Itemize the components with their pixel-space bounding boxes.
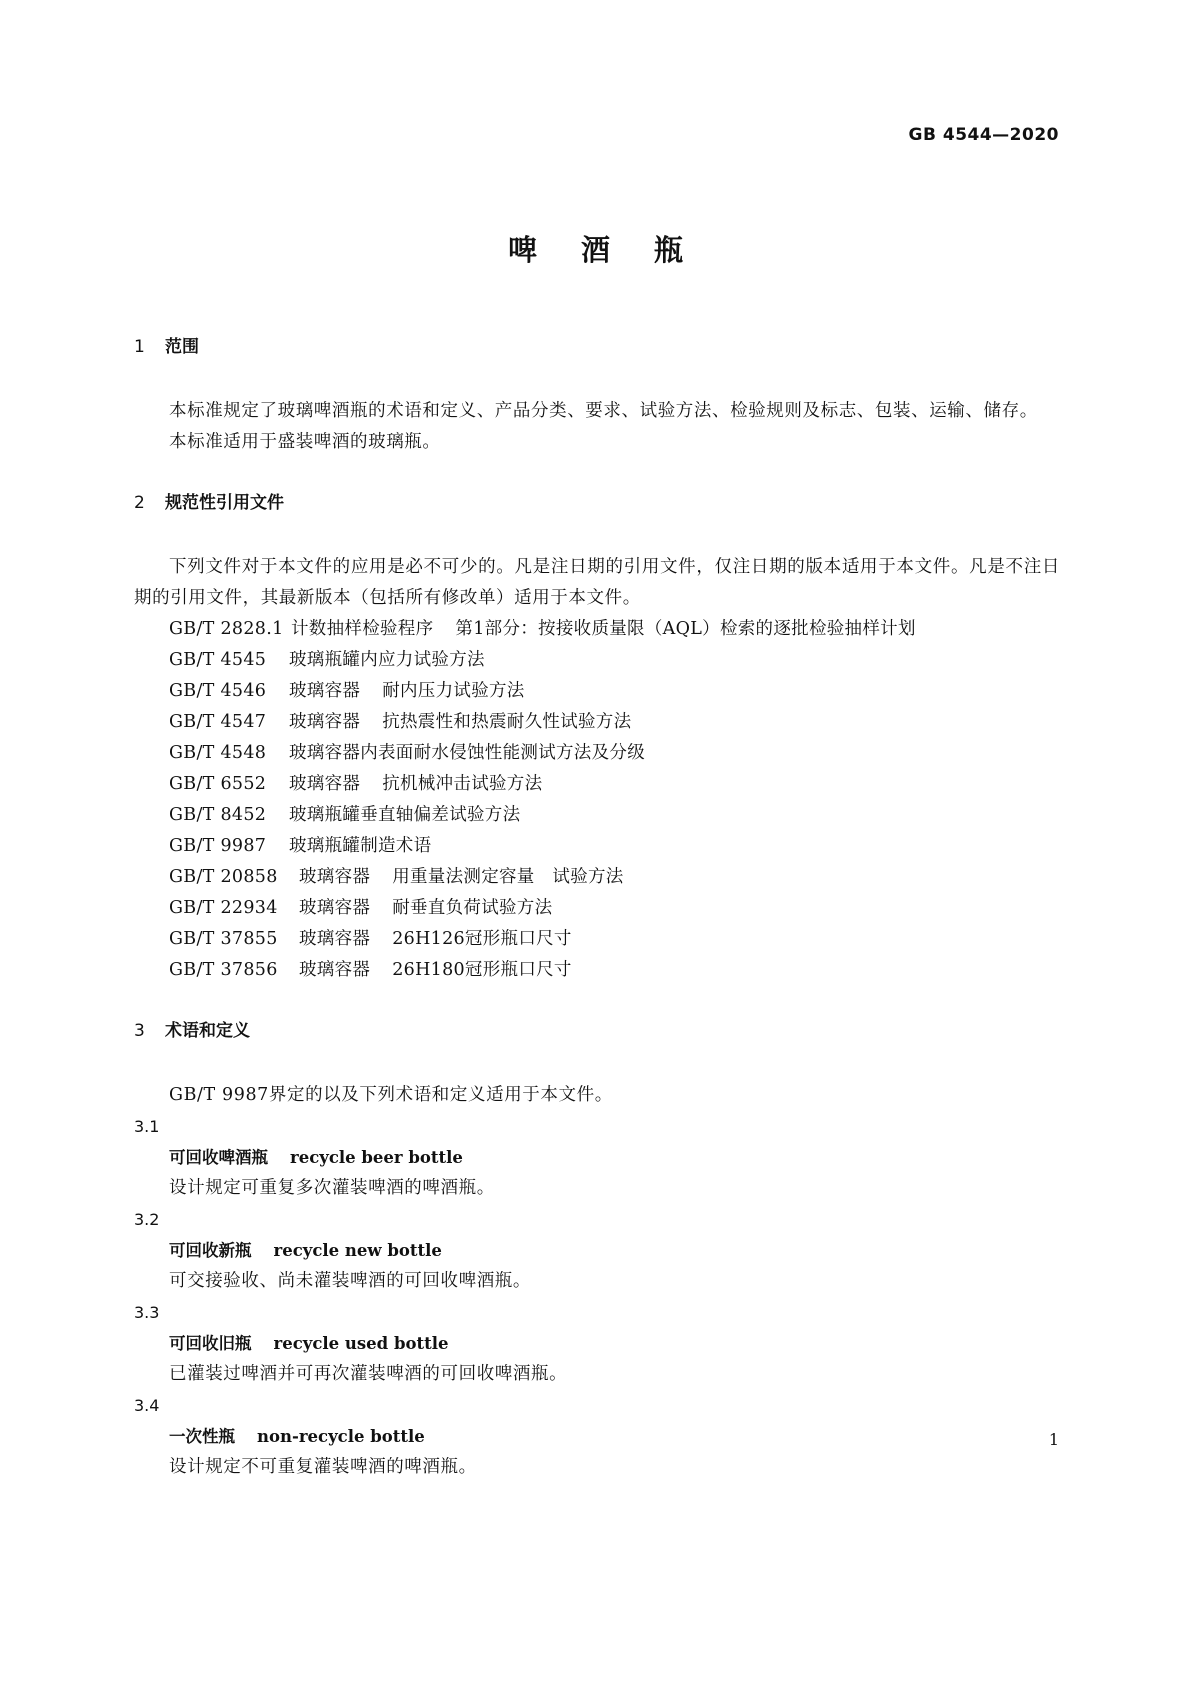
reference-subtitle: 耐垂直负荷试验方法 [392, 898, 553, 918]
reference-title: 玻璃容器 [289, 712, 361, 732]
term-definition: 可交接验收、尚未灌装啤酒的可回收啤酒瓶。 [169, 1271, 531, 1291]
reference-code: GB/T 4545 [169, 650, 267, 670]
term-entry [134, 1111, 1060, 1204]
term-name-zh: 可回收旧瓶 [169, 1334, 252, 1353]
section-title: 规范性引用文件 [165, 493, 284, 513]
reference-item [134, 893, 1060, 924]
section-number: 3 [134, 1021, 145, 1041]
term-definition: 设计规定可重复多次灌装啤酒的啤酒瓶。 [169, 1178, 495, 1198]
term-number: 3.4 [134, 1396, 160, 1415]
paragraph: 下列文件对于本文件的应用是必不可少的。凡是注日期的引用文件，仅注日期的版本适用于本文件。凡是不注日期的引用文件，其最新版本（包括所有修改单）适用于本文件。 [134, 557, 1060, 608]
term-name [134, 1142, 1060, 1173]
reference-title: 玻璃瓶罐垂直轴偏差试验方法 [289, 805, 521, 825]
term-name-en: non-recycle bottle [257, 1427, 425, 1446]
term-number: 3.3 [134, 1303, 160, 1322]
section-heading-terms-and-definitions [134, 1016, 1060, 1047]
paragraph: 本标准规定了玻璃啤酒瓶的术语和定义、产品分类、要求、试验方法、检验规则及标志、包装、运输、储存。 [169, 401, 1038, 421]
term-number: 3.2 [134, 1210, 160, 1229]
reference-subtitle: 26H180冠形瓶口尺寸 [392, 960, 572, 980]
reference-code: GB/T 22934 [169, 898, 278, 918]
reference-code: GB/T 4546 [169, 681, 267, 701]
term-entry [134, 1297, 1060, 1390]
reference-code: GB/T 8452 [169, 805, 267, 825]
reference-subtitle: 抗机械冲击试验方法 [382, 774, 543, 794]
term-name-en: recycle new bottle [273, 1241, 442, 1260]
reference-item [134, 676, 1060, 707]
term-entry [134, 1204, 1060, 1297]
reference-item [134, 831, 1060, 862]
section-heading-normative-references [134, 488, 1060, 519]
reference-item [134, 614, 1060, 645]
document-body [134, 332, 1060, 1483]
paragraph: GB/T 9987界定的以及下列术语和定义适用于本文件。 [169, 1085, 613, 1105]
title-char: 酒 [580, 233, 610, 267]
reference-code: GB/T 20858 [169, 867, 278, 887]
reference-subtitle: 耐内压力试验方法 [382, 681, 525, 701]
section-heading-scope [134, 332, 1060, 363]
term-name-zh: 可回收新瓶 [169, 1241, 252, 1260]
section-title: 术语和定义 [165, 1021, 250, 1041]
reference-code: GB/T 4547 [169, 712, 267, 732]
reference-code: GB/T 4548 [169, 743, 267, 763]
reference-item [134, 955, 1060, 986]
term-name [134, 1235, 1060, 1266]
reference-subtitle: 抗热震性和热震耐久性试验方法 [382, 712, 632, 732]
title-char: 啤 [507, 233, 537, 267]
reference-title: 计数抽样检验程序 [291, 619, 434, 639]
reference-subtitle: 26H126冠形瓶口尺寸 [392, 929, 572, 949]
reference-subtitle: 第1部分：按接收质量限（AQL）检索的逐批检验抽样计划 [455, 619, 916, 639]
reference-title: 玻璃容器 [289, 681, 361, 701]
reference-item [134, 769, 1060, 800]
reference-title: 玻璃容器 [299, 898, 371, 918]
reference-title: 玻璃容器 [289, 774, 361, 794]
reference-title: 玻璃容器内表面耐水侵蚀性能测试方法及分级 [289, 743, 645, 763]
term-name-zh: 可回收啤酒瓶 [169, 1148, 268, 1167]
term-definition: 设计规定不可重复灌装啤酒的啤酒瓶。 [169, 1457, 477, 1477]
reference-title: 玻璃容器 [299, 867, 371, 887]
standard-code: GB 4544—2020 [908, 125, 1059, 145]
reference-item [134, 862, 1060, 893]
reference-code: GB/T 9987 [169, 836, 267, 856]
section-number: 1 [134, 337, 145, 357]
reference-item [134, 924, 1060, 955]
reference-item [134, 800, 1060, 831]
term-number: 3.1 [134, 1117, 160, 1136]
reference-title: 玻璃瓶罐制造术语 [289, 836, 432, 856]
term-name-en: recycle used bottle [273, 1334, 449, 1353]
term-entry [134, 1390, 1060, 1483]
paragraph: 本标准适用于盛装啤酒的玻璃瓶。 [169, 432, 441, 452]
document-title [0, 228, 1191, 269]
reference-title: 玻璃容器 [299, 960, 371, 980]
reference-code: GB/T 37856 [169, 960, 278, 980]
term-name-en: recycle beer bottle [290, 1148, 463, 1167]
reference-item [134, 738, 1060, 769]
term-name [134, 1421, 1060, 1452]
reference-title: 玻璃容器 [299, 929, 371, 949]
reference-code: GB/T 2828.1 [169, 619, 284, 639]
term-definition: 已灌装过啤酒并可再次灌装啤酒的可回收啤酒瓶。 [169, 1364, 568, 1384]
page-number: 1 [1048, 1430, 1059, 1449]
reference-code: GB/T 37855 [169, 929, 278, 949]
reference-item [134, 707, 1060, 738]
term-name [134, 1328, 1060, 1359]
reference-subtitle: 用重量法测定容量 试验方法 [392, 867, 624, 887]
section-title: 范围 [165, 337, 199, 357]
section-number: 2 [134, 493, 145, 513]
reference-code: GB/T 6552 [169, 774, 267, 794]
title-char: 瓶 [654, 233, 684, 267]
term-name-zh: 一次性瓶 [169, 1427, 235, 1446]
reference-item [134, 645, 1060, 676]
reference-title: 玻璃瓶罐内应力试验方法 [289, 650, 485, 670]
